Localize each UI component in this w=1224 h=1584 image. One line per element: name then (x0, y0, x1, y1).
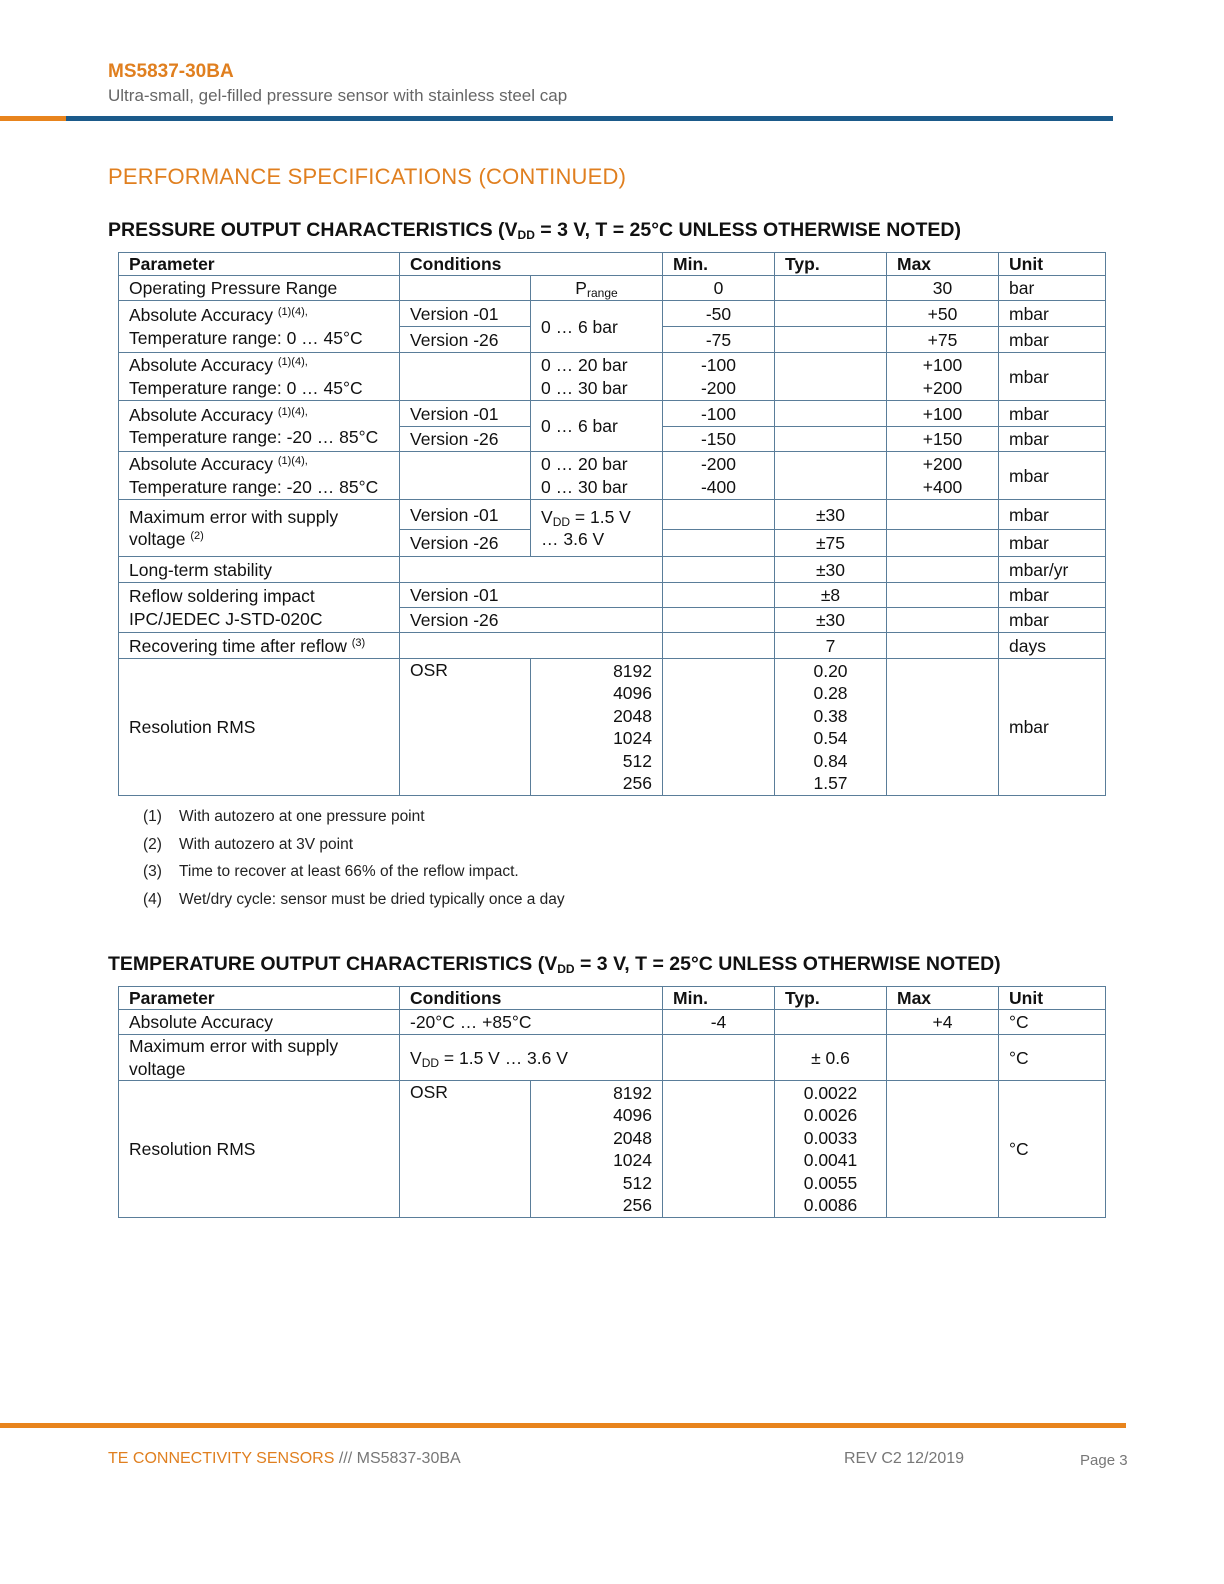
param-cell: Maximum error with supply voltage (119, 1035, 400, 1081)
footnote: (1) With autozero at one pressure point (143, 808, 425, 825)
min-cell (663, 633, 775, 659)
unit-cell: mbar (999, 327, 1106, 353)
cond-cell: Prange (531, 276, 663, 301)
cond-vdd-cell: VDD = 1.5 V … 3.6 V (531, 500, 663, 557)
typ-cell (775, 401, 887, 427)
typ-cell: ±75 (775, 530, 887, 557)
max-cell (887, 608, 999, 633)
cond-range-cell: 0 … 20 bar 0 … 30 bar (531, 353, 663, 401)
cond-version-cell: Version -01 (400, 301, 531, 327)
cond-cell (400, 276, 531, 301)
max-cell: +75 (887, 327, 999, 353)
typ-cell: ±30 (775, 500, 887, 530)
min-cell (663, 500, 775, 530)
min-cell: -4 (663, 1010, 775, 1035)
param-cell: Absolute Accuracy $^{(1)(4),}$ Temperature range: 0 … 45°C (119, 353, 400, 401)
table-row (119, 500, 1106, 530)
header-parameter: Parameter (119, 987, 400, 1010)
min-cell: -50 (663, 301, 775, 327)
temperature-table-title: TEMPERATURE OUTPUT CHARACTERISTICS ($V_{DD} = 3$ V, T = 25°C UNLESS OTHERWISE NOTED) (108, 953, 1001, 976)
max-cell: +100 (887, 401, 999, 427)
footnotes (143, 808, 565, 919)
header-max: Max (887, 253, 999, 276)
table-row (119, 557, 1106, 583)
min-cell (663, 1081, 775, 1218)
temperature-output-table (118, 986, 1106, 1218)
min-cell: 0 (663, 276, 775, 301)
unit-cell: mbar (999, 583, 1106, 608)
footer-company: TE CONNECTIVITY SENSORS /// MS5837-30BA (108, 1450, 461, 1467)
cond-version-cell: Version -26 (400, 608, 663, 633)
max-cell (887, 583, 999, 608)
cond-cell (400, 353, 531, 401)
pressure-table-title: PRESSURE OUTPUT CHARACTERISTICS ($V_{DD} = 3$ V, T = 25°C UNLESS OTHERWISE NOTED) (108, 219, 961, 242)
osr-label-cell: OSR (400, 1081, 531, 1218)
footer-rule (0, 1423, 1126, 1428)
footer-revision: REV C2 12/2019 (844, 1450, 965, 1467)
typ-cell: 7 (775, 633, 887, 659)
param-cell: Resolution RMS (119, 659, 400, 796)
typ-cell (775, 427, 887, 452)
unit-cell: mbar (999, 427, 1106, 452)
unit-cell: mbar (999, 530, 1106, 557)
table-row (119, 276, 1106, 301)
table-row (119, 1035, 1106, 1081)
typ-cell (775, 327, 887, 353)
typ-cell (775, 353, 887, 401)
cond-range-cell: 0 … 6 bar (531, 401, 663, 452)
cond-version-cell: Version -26 (400, 427, 531, 452)
header-typ: Typ. (775, 253, 887, 276)
param-cell: Absolute Accuracy (119, 1010, 400, 1035)
unit-cell: bar (999, 276, 1106, 301)
unit-cell: mbar (999, 301, 1106, 327)
pressure-output-table (118, 252, 1106, 796)
typ-cell: ±8 (775, 583, 887, 608)
header-unit: Unit (999, 987, 1106, 1010)
table-row (119, 401, 1106, 427)
cond-version-cell: Version -01 (400, 401, 531, 427)
max-cell (887, 1035, 999, 1081)
param-cell: Absolute Accuracy $^{(1)(4),}$ Temperature range: -20 … 85°C (119, 401, 400, 452)
unit-cell: °C (999, 1081, 1106, 1218)
typ-cell (775, 1010, 887, 1035)
min-cell (663, 659, 775, 796)
cond-version-cell: Version -01 (400, 583, 663, 608)
max-cell: +50 (887, 301, 999, 327)
min-cell: -100 -200 (663, 353, 775, 401)
unit-cell: mbar (999, 401, 1106, 427)
typ-cell: 0.0022 0.0026 0.0033 0.0041 0.0055 0.0086 (775, 1081, 887, 1218)
osr-values-cell: 8192 4096 2048 1024 512 256 (531, 659, 663, 796)
cond-range-cell: 0 … 6 bar (531, 301, 663, 353)
header-max: Max (887, 987, 999, 1010)
param-cell: Resolution RMS (119, 1081, 400, 1218)
param-cell: Absolute Accuracy $^{(1)(4),}$ Temperature range: 0 … 45°C (119, 301, 400, 353)
unit-cell: mbar (999, 452, 1106, 500)
min-cell: -75 (663, 327, 775, 353)
cond-range-cell: 0 … 20 bar 0 … 30 bar (531, 452, 663, 500)
param-cell: Long-term stability (119, 557, 400, 583)
param-cell: Absolute Accuracy $^{(1)(4),}$ Temperature range: -20 … 85°C (119, 452, 400, 500)
param-cell: Recovering time after reflow $^{(3)}$ (119, 633, 400, 659)
max-cell (887, 557, 999, 583)
document-title: MS5837-30BA (108, 61, 234, 82)
header-conditions: Conditions (400, 987, 663, 1010)
footnote: (3) Time to recover at least 66% of the reflow impact. (143, 863, 519, 881)
typ-cell: ±30 (775, 608, 887, 633)
max-cell (887, 633, 999, 659)
param-cell: Operating Pressure Range (119, 276, 400, 301)
max-cell: +200 +400 (887, 452, 999, 500)
min-cell: -100 (663, 401, 775, 427)
min-cell (663, 583, 775, 608)
typ-cell (775, 452, 887, 500)
unit-cell: days (999, 633, 1106, 659)
cond-cell: VDD = 1.5 V … 3.6 V (400, 1035, 663, 1081)
min-cell (663, 557, 775, 583)
typ-cell: ±30 (775, 557, 887, 583)
unit-cell: mbar (999, 353, 1106, 401)
header-rule-blue (66, 116, 1113, 121)
header-conditions: Conditions (400, 253, 663, 276)
unit-cell: °C (999, 1010, 1106, 1035)
cond-version-cell: Version -26 (400, 327, 531, 353)
footnote: (4) Wet/dry cycle: sensor must be dried typically once a day (143, 891, 565, 909)
max-cell: +4 (887, 1010, 999, 1035)
unit-cell: mbar (999, 659, 1106, 796)
max-cell: 30 (887, 276, 999, 301)
max-cell (887, 500, 999, 530)
max-cell: +150 (887, 427, 999, 452)
page-number: Page 3 (1080, 1452, 1128, 1469)
header-rule-orange (0, 116, 66, 121)
osr-label-cell: OSR (400, 659, 531, 796)
min-cell: -200 -400 (663, 452, 775, 500)
cond-cell: -20°C … +85°C (400, 1010, 663, 1035)
table-row (119, 1010, 1106, 1035)
header-typ: Typ. (775, 987, 887, 1010)
typ-cell: ± 0.6 (775, 1035, 887, 1081)
unit-cell: °C (999, 1035, 1106, 1081)
header-min: Min. (663, 987, 775, 1010)
header-parameter: Parameter (119, 253, 400, 276)
typ-cell: 0.20 0.28 0.38 0.54 0.84 1.57 (775, 659, 887, 796)
min-cell: -150 (663, 427, 775, 452)
table-header-row (119, 987, 1106, 1010)
max-cell (887, 1081, 999, 1218)
min-cell (663, 608, 775, 633)
cond-version-cell: Version -01 (400, 500, 531, 530)
max-cell (887, 530, 999, 557)
table-row (119, 633, 1106, 659)
unit-cell: mbar (999, 608, 1106, 633)
unit-cell: mbar (999, 500, 1106, 530)
typ-cell (775, 276, 887, 301)
table-row (119, 353, 1106, 401)
document-subtitle: Ultra-small, gel-filled pressure sensor with stainless steel cap (108, 86, 568, 105)
param-cell: Maximum error with supply voltage $^{(2)}$ (119, 500, 400, 557)
cond-cell (400, 557, 663, 583)
cond-cell (400, 633, 663, 659)
footnote: (2) With autozero at 3V point (143, 835, 354, 853)
table-header-row (119, 253, 1106, 276)
table-row (119, 1081, 1106, 1218)
typ-cell (775, 301, 887, 327)
max-cell (887, 659, 999, 796)
osr-values-cell: 8192 4096 2048 1024 512 256 (531, 1081, 663, 1218)
cond-cell (400, 452, 531, 500)
min-cell (663, 530, 775, 557)
table-row (119, 659, 1106, 796)
table-row (119, 452, 1106, 500)
header-unit: Unit (999, 253, 1106, 276)
unit-cell: mbar/yr (999, 557, 1106, 583)
max-cell: +100 +200 (887, 353, 999, 401)
table-row (119, 583, 1106, 608)
min-cell (663, 1035, 775, 1081)
section-title: PERFORMANCE SPECIFICATIONS (CONTINUED) (108, 164, 627, 189)
table-row (119, 301, 1106, 327)
header-min: Min. (663, 253, 775, 276)
cond-version-cell: Version -26 (400, 530, 531, 557)
param-cell: Reflow soldering impact IPC/JEDEC J-STD-020C (119, 583, 400, 633)
